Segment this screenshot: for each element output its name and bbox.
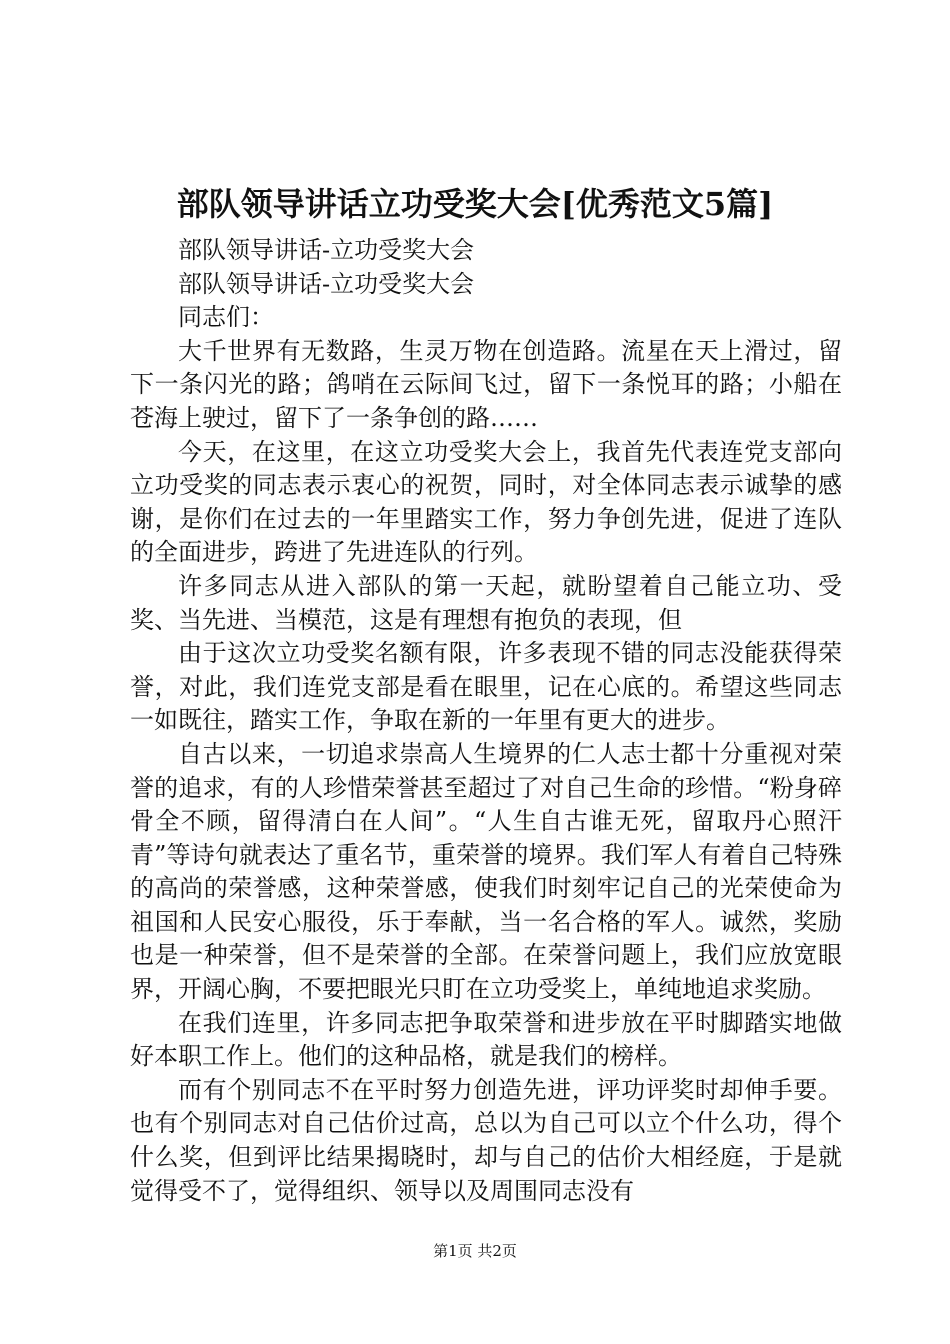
body-paragraph: 由于这次立功受奖名额有限，许多表现不错的同志没能获得荣誉，对此，我们连党支部是看在眼里，记在心底的。希望这些同志一如既往，踏实工作，争取在新的一年里有更大的进步。 bbox=[130, 639, 842, 735]
body-paragraph: 许多同志从进入部队的第一天起，就盼望着自己能立功、受奖、当先进、当模范，这是有理想有抱负的表现，但 bbox=[130, 571, 842, 634]
body-paragraph: 自古以来，一切追求崇高人生境界的仁人志士都十分重视对荣誉的追求，有的人珍惜荣誉甚至超过了对自己生命的珍惜。“粉身碎骨全不顾，留得清白在人间”。“人生自古谁无死，留取丹心照汗青”等诗句就表达了重名节，重荣誉的境界。我们军人有着自己特殊的高尚的荣誉感，这种荣誉感，使我们时刻牢记自己的光荣使命为祖国和人民安心服役，乐于奉献，当一名合格的军人。诚然，奖励也是一种荣誉，但不是荣誉的全部。在荣誉问题上，我们应放宽眼界，开阔心胸，不要把眼光只盯在立功受奖上，单纯地追求奖励。 bbox=[130, 739, 842, 1004]
body-paragraph: 而有个别同志不在平时努力创造先进，评功评奖时却伸手要。也有个别同志对自己估价过高，总以为自己可以立个什么功，得个什么奖，但到评比结果揭晓时，却与自己的估价大相经庭，于是就觉得受不了，觉得组织、领导以及周围同志没有 bbox=[130, 1075, 842, 1205]
body-paragraph: 今天，在这里，在这立功受奖大会上，我首先代表连党支部向立功受奖的同志表示衷心的祝贺，同时，对全体同志表示诚挚的感谢，是你们在过去的一年里踏实工作，努力争创先进，促进了连队的全面进步，跨进了先进连队的行列。 bbox=[130, 437, 842, 567]
page-footer: 第1页 共2页 bbox=[433, 1242, 517, 1260]
body-paragraph: 在我们连里，许多同志把争取荣誉和进步放在平时脚踏实地做好本职工作上。他们的这种品格，就是我们的榜样。 bbox=[130, 1008, 842, 1071]
salutation: 同志们： bbox=[178, 303, 274, 332]
subtitle-line: 部队领导讲话-立功受奖大会 bbox=[178, 269, 475, 298]
document-body bbox=[130, 234, 842, 1208]
document-title: 部队领导讲话立功受奖大会[优秀范文5篇] bbox=[176, 185, 774, 223]
body-paragraph: 大千世界有无数路，生灵万物在创造路。流星在天上滑过，留下一条闪光的路；鸽哨在云际间飞过，留下一条悦耳的路；小船在苍海上驶过，留下了一条争创的路…… bbox=[130, 336, 842, 432]
subtitle-line: 部队领导讲话-立功受奖大会 bbox=[178, 236, 475, 264]
